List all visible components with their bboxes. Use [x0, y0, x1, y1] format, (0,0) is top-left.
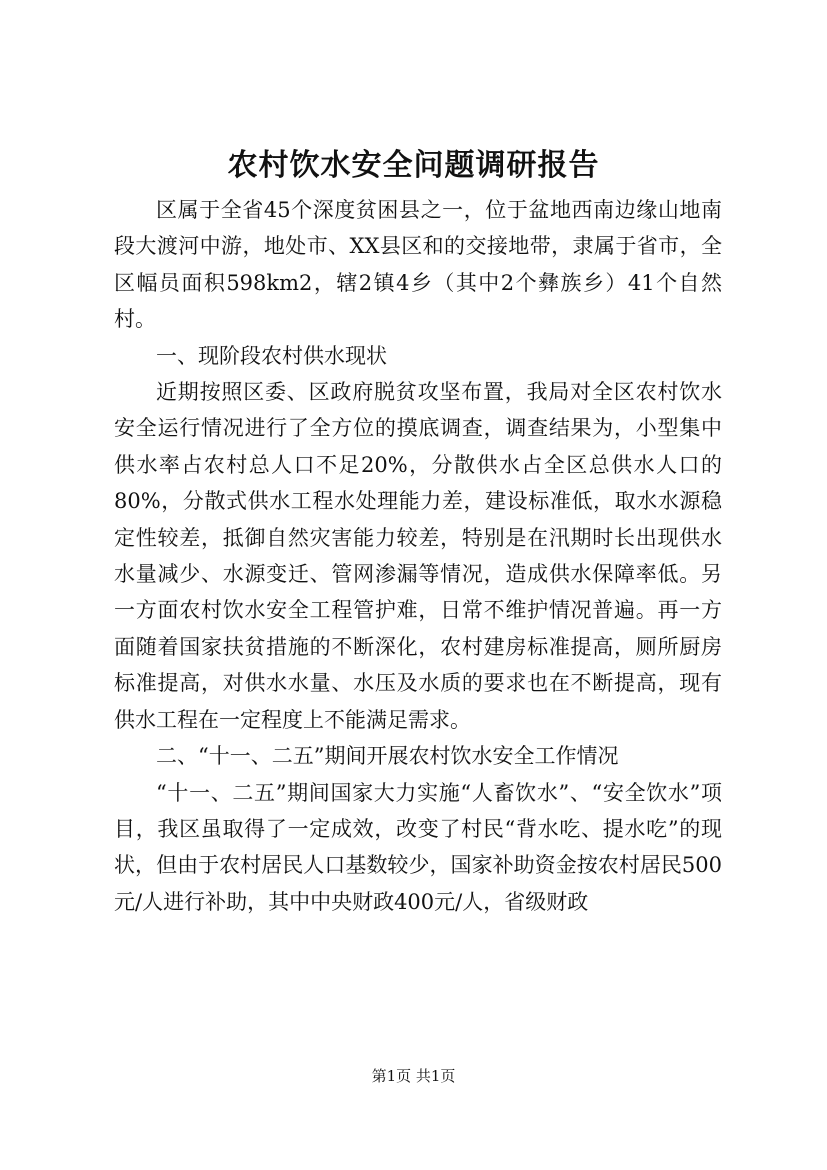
- paragraph-work: “十一、二五”期间国家大力实施“人畜饮水”、“安全饮水”项目，我区虽取得了一定成效，改变了村民“背水吃、提水吃”的现状，但由于农村居民人口基数较少，国家补助资金按农村居民500元/人进行补助，其中中央财政400元/人，省级财政: [114, 780, 722, 914]
- paragraph-status: 近期按照区委、区政府脱贫攻坚布置，我局对全区农村饮水安全运行情况进行了全方位的摸底调查，调查结果为，小型集中供水率占农村总人口不足20%，分散供水占全区总供水人口的80%，分散式供水工程水处理能力差，建设标准低，取水水源稳定性较差，抵御自然灾害能力较差，特别是在汛期时长出现供水水量减少、水源变迁、管网渗漏等情况，造成供水保障率低。另一方面农村饮水安全工程管护难，日常不维护情况普遍。再一方面随着国家扶贫措施的不断深化，农村建房标准提高，厕所厨房标准提高，对供水水量、水压及水质的要求也在不断提高，现有供水工程在一定程度上不能满足需求。: [114, 380, 722, 732]
- paragraph-intro: 区属于全省45个深度贫困县之一，位于盆地西南边缘山地南段大渡河中游，地处市、XX县区和的交接地带，隶属于省市，全区幅员面积598km2，辖2镇4乡（其中2个彝族乡）41个自然村。: [114, 198, 722, 332]
- document-title: 农村饮水安全问题调研报告: [227, 148, 600, 183]
- page-footer: 第1页 共1页: [371, 1067, 456, 1085]
- section-heading-1: 一、现阶段农村供水现状: [156, 343, 387, 368]
- section-heading-2: 二、“十一、二五”期间开展农村饮水安全工作情况: [156, 744, 619, 769]
- document-body: [114, 192, 722, 920]
